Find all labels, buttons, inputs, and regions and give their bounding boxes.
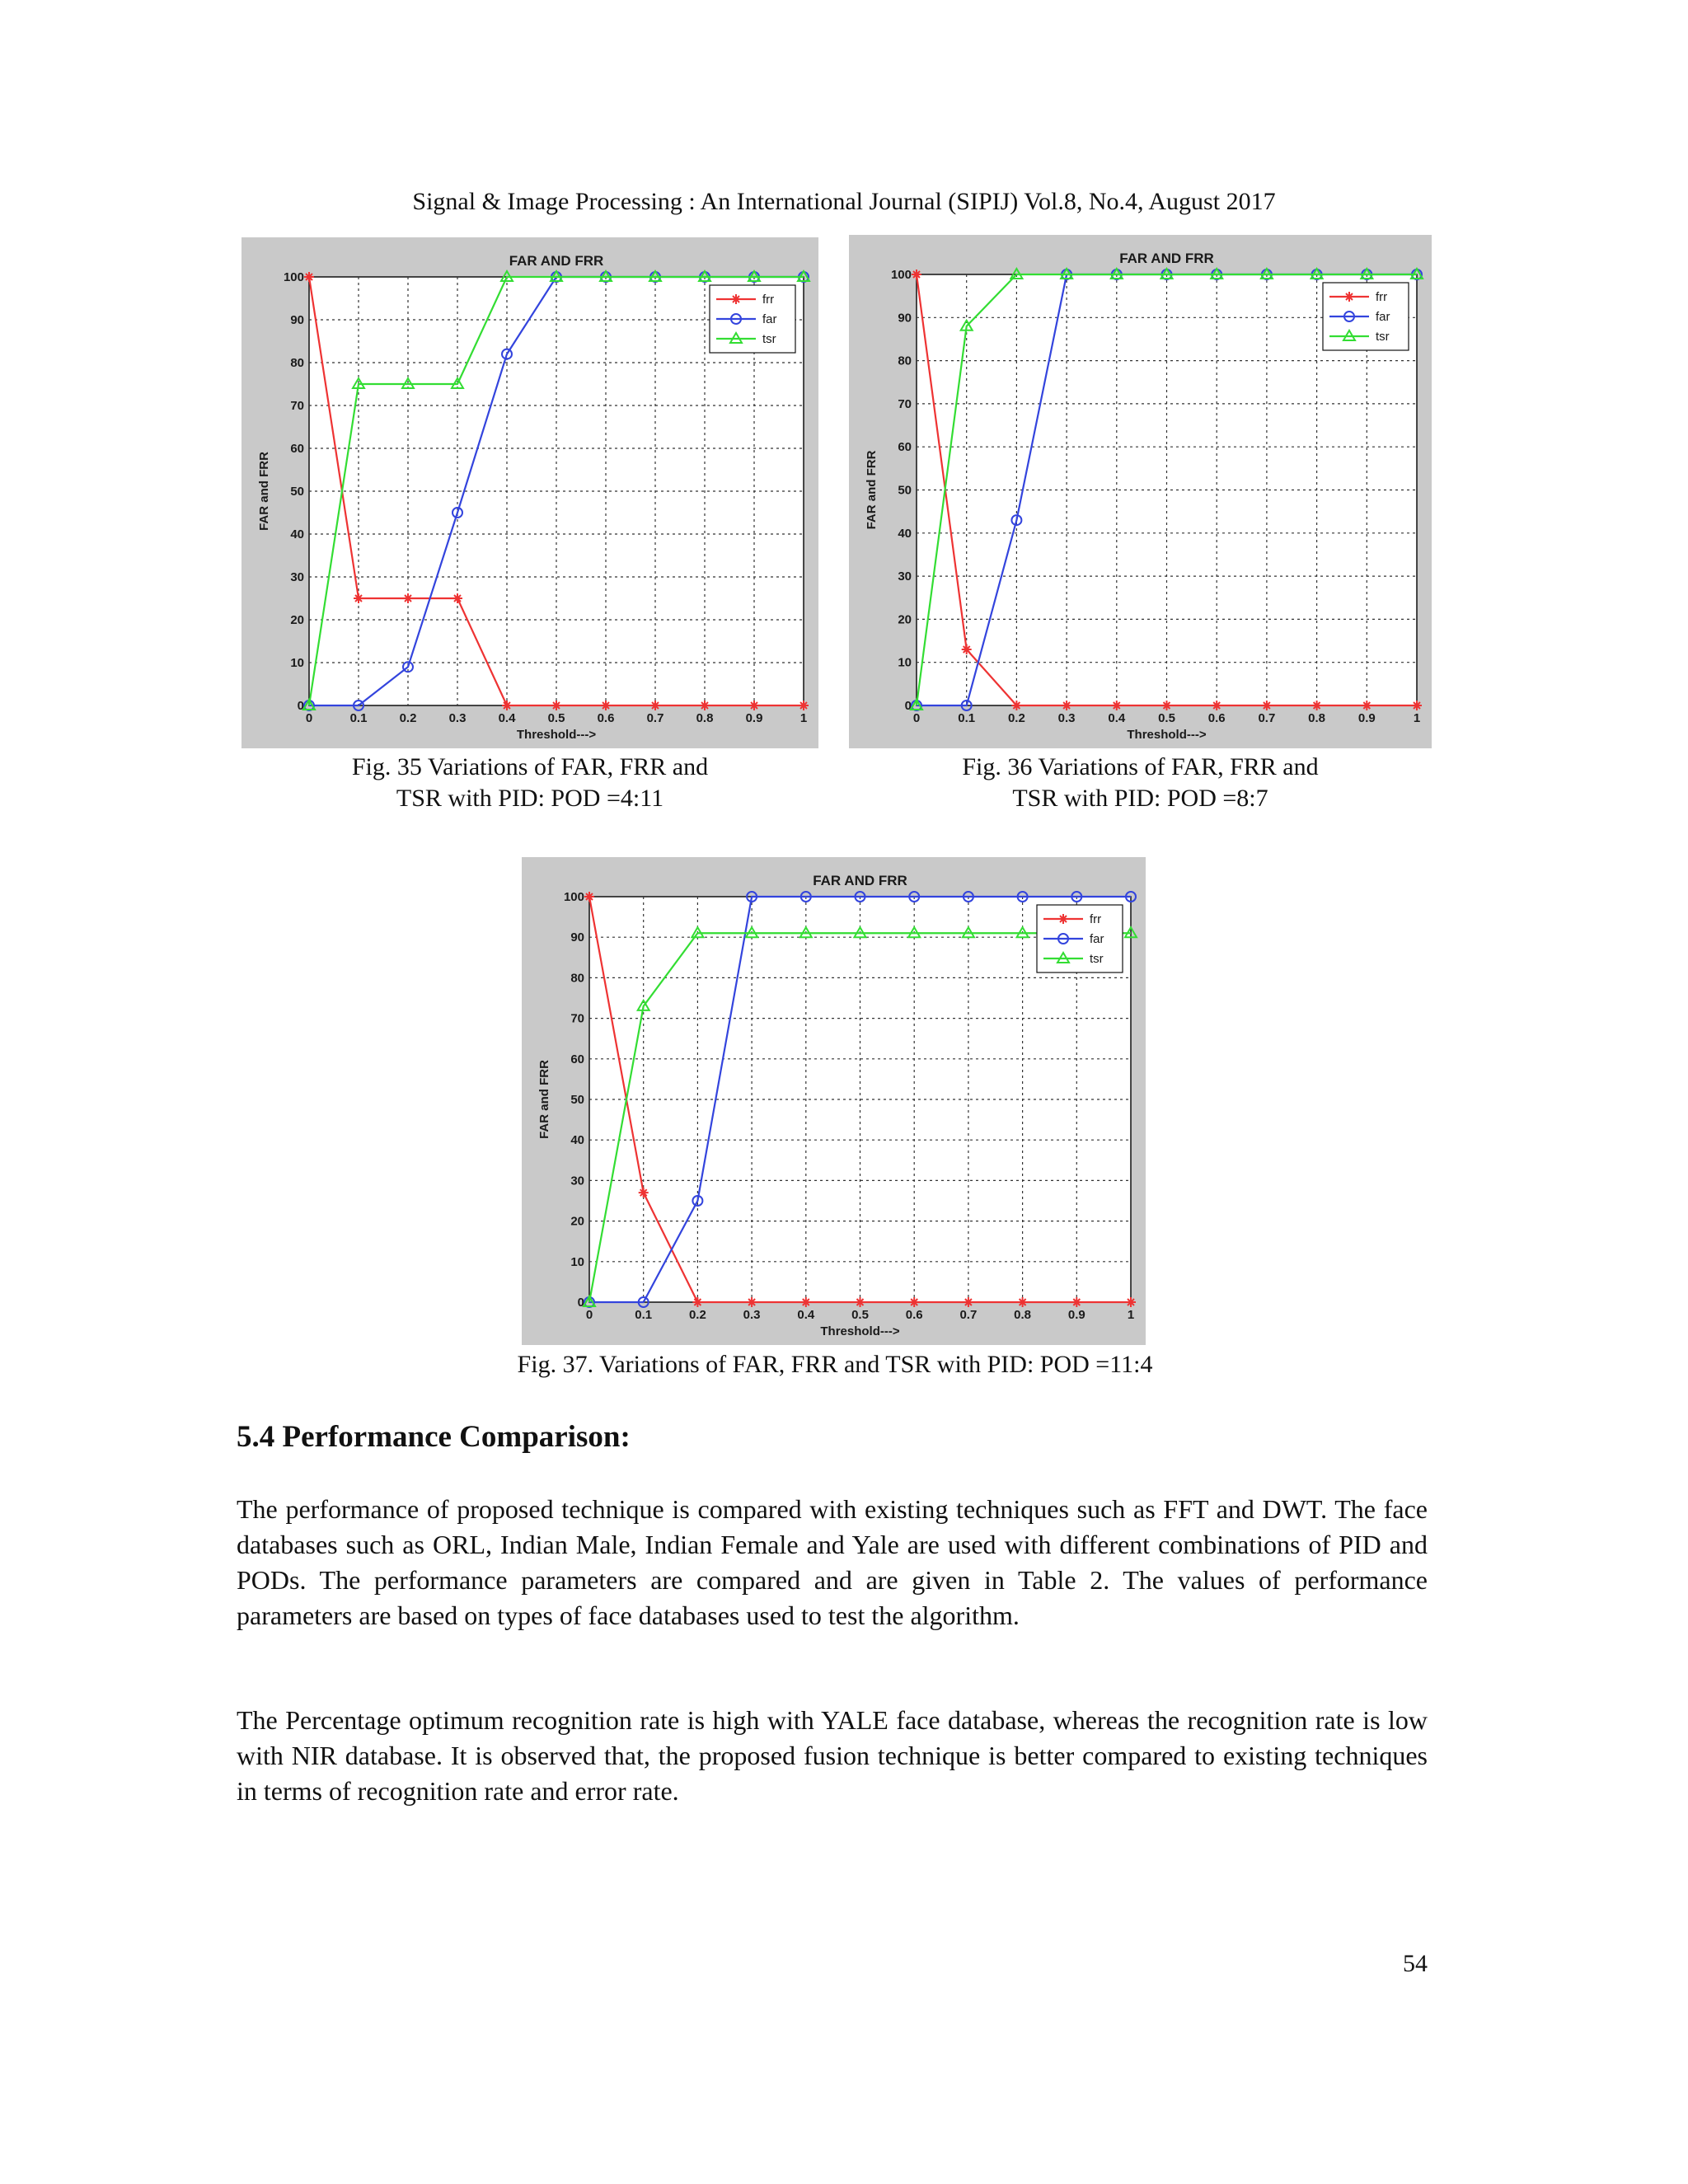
figure-35-caption-line1: Fig. 35 Variations of FAR, FRR and <box>351 753 709 780</box>
y-axis-label: FAR and FRR <box>865 450 879 530</box>
x-tick-label: 0.1 <box>635 1308 653 1322</box>
figure-37-caption <box>357 1349 1313 1380</box>
x-tick-label: 0.3 <box>448 711 467 725</box>
x-tick-label: 0.1 <box>958 711 976 725</box>
y-tick-label: 40 <box>570 1133 584 1148</box>
figure-36-caption-line2: TSR with PID: POD =8:7 <box>1012 785 1268 812</box>
legend <box>1037 905 1123 972</box>
x-tick-label: 0.2 <box>1007 711 1025 725</box>
figure-35-caption-line2: TSR with PID: POD =4:11 <box>396 785 664 812</box>
y-tick-label: 60 <box>290 442 304 456</box>
x-axis-label: Threshold---> <box>1127 728 1207 742</box>
x-tick-label: 1 <box>1127 1308 1135 1322</box>
x-tick-label: 0.1 <box>349 711 368 725</box>
y-tick-label: 10 <box>570 1254 584 1269</box>
y-tick-label: 50 <box>570 1093 584 1107</box>
y-tick-label: 20 <box>570 1214 584 1229</box>
y-tick-label: 70 <box>898 396 912 411</box>
y-tick-label: 0 <box>577 1296 584 1310</box>
y-tick-label: 70 <box>570 1011 584 1026</box>
legend-frr-label: frr <box>762 293 775 307</box>
legend-tsr-label: tsr <box>762 332 776 346</box>
y-axis-label: FAR and FRR <box>257 452 271 531</box>
legend-far-label: far <box>1376 310 1390 324</box>
paragraph-2: The Percentage optimum recognition rate is high with YALE face database, whereas the recognition rate is low with NIR database. It is observed that, the proposed fusion technique is better compared to existing techniques in terms of recognition rate and error rate. <box>237 1705 1428 1806</box>
y-tick-label: 80 <box>570 971 584 986</box>
x-tick-label: 0.8 <box>1014 1308 1032 1322</box>
chart-title: FAR AND FRR <box>509 253 604 269</box>
chart-title: FAR AND FRR <box>813 873 907 888</box>
figure-35-svg <box>241 237 818 748</box>
paragraph-1: The performance of proposed technique is compared with existing techniques such as FFT and DWT. The face databases such as ORL, Indian Male, Indian Female and Yale are used with different combinations of PID and PODs. The performance parameters are compared and are given in Table 2. The values of performance parameters are based on types of face databases used to test the algorithm. <box>237 1494 1428 1630</box>
running-header: Signal & Image Processing : An International Journal (SIPIJ) Vol.8, No.4, August 2017 <box>412 188 1276 215</box>
y-tick-label: 0 <box>904 699 912 713</box>
x-tick-label: 0.6 <box>597 711 615 725</box>
x-tick-label: 0.4 <box>797 1308 815 1322</box>
legend-far-label: far <box>1090 932 1104 946</box>
x-tick-label: 0.9 <box>1067 1308 1085 1322</box>
y-tick-label: 40 <box>290 527 304 541</box>
x-tick-label: 0.2 <box>399 711 417 725</box>
x-tick-label: 0.5 <box>1158 711 1175 725</box>
y-axis-label: FAR and FRR <box>537 1060 551 1139</box>
x-tick-label: 0 <box>912 711 921 725</box>
x-tick-label: 0.4 <box>1108 711 1126 725</box>
y-tick-label: 10 <box>290 656 304 670</box>
x-tick-label: 1 <box>1413 711 1421 725</box>
legend-tsr-label: tsr <box>1090 952 1104 966</box>
x-tick-label: 0.4 <box>498 711 516 725</box>
legend <box>710 285 795 353</box>
figure-36-chart <box>849 235 1432 748</box>
x-tick-label: 0.8 <box>1308 711 1326 725</box>
y-tick-label: 10 <box>898 655 912 670</box>
x-axis-label: Threshold---> <box>516 728 597 742</box>
x-tick-label: 0.7 <box>959 1308 978 1322</box>
x-tick-label: 0.3 <box>743 1308 761 1322</box>
y-tick-label: 70 <box>290 399 304 413</box>
x-tick-label: 0.2 <box>688 1308 706 1322</box>
figure-36-caption <box>849 752 1432 814</box>
x-tick-label: 1 <box>799 711 808 725</box>
x-tick-label: 0.5 <box>851 1308 869 1322</box>
y-tick-label: 20 <box>898 612 912 627</box>
y-tick-label: 20 <box>290 613 304 627</box>
figure-35-chart <box>241 237 818 748</box>
y-tick-label: 50 <box>290 485 304 499</box>
y-tick-label: 30 <box>898 569 912 584</box>
y-tick-label: 100 <box>283 270 304 284</box>
y-tick-label: 90 <box>290 313 304 327</box>
x-tick-label: 0 <box>305 711 313 725</box>
legend-frr-label: frr <box>1090 912 1102 926</box>
y-tick-label: 0 <box>297 699 304 713</box>
section-heading: 5.4 Performance Comparison: <box>237 1420 631 1454</box>
figure-36-caption-line1: Fig. 36 Variations of FAR, FRR and <box>962 753 1319 780</box>
y-tick-label: 80 <box>898 354 912 368</box>
figure-36-svg <box>849 235 1432 748</box>
y-tick-label: 80 <box>290 356 304 370</box>
figure-37-svg <box>522 857 1146 1345</box>
x-tick-label: 0.6 <box>905 1308 923 1322</box>
y-tick-label: 30 <box>290 570 304 584</box>
x-tick-label: 0.9 <box>745 711 763 725</box>
x-tick-label: 0.9 <box>1357 711 1376 725</box>
y-tick-label: 40 <box>898 526 912 541</box>
x-axis-label: Threshold---> <box>820 1324 900 1338</box>
chart-title: FAR AND FRR <box>1119 251 1214 266</box>
x-tick-label: 0.5 <box>547 711 565 725</box>
x-tick-label: 0.6 <box>1207 711 1226 725</box>
y-tick-label: 100 <box>890 268 912 282</box>
x-tick-label: 0.7 <box>1258 711 1276 725</box>
x-tick-label: 0.3 <box>1057 711 1076 725</box>
figure-37-chart <box>522 857 1146 1345</box>
y-tick-label: 100 <box>563 890 584 904</box>
page-number: 54 <box>1403 1950 1428 1977</box>
legend <box>1323 283 1409 350</box>
x-tick-label: 0 <box>585 1308 593 1322</box>
x-tick-label: 0.8 <box>696 711 714 725</box>
y-tick-label: 60 <box>570 1052 584 1066</box>
y-tick-label: 50 <box>898 483 912 498</box>
legend-tsr-label: tsr <box>1376 330 1390 344</box>
figure-35-caption <box>241 752 818 814</box>
legend-frr-label: frr <box>1376 290 1388 304</box>
y-tick-label: 30 <box>570 1174 584 1188</box>
y-tick-label: 60 <box>898 440 912 455</box>
y-tick-label: 90 <box>570 930 584 945</box>
figure-37-caption-line1: Fig. 37. Variations of FAR, FRR and TSR with PID: POD =11:4 <box>517 1351 1153 1378</box>
x-tick-label: 0.7 <box>646 711 664 725</box>
legend-far-label: far <box>762 312 777 326</box>
y-tick-label: 90 <box>898 311 912 326</box>
